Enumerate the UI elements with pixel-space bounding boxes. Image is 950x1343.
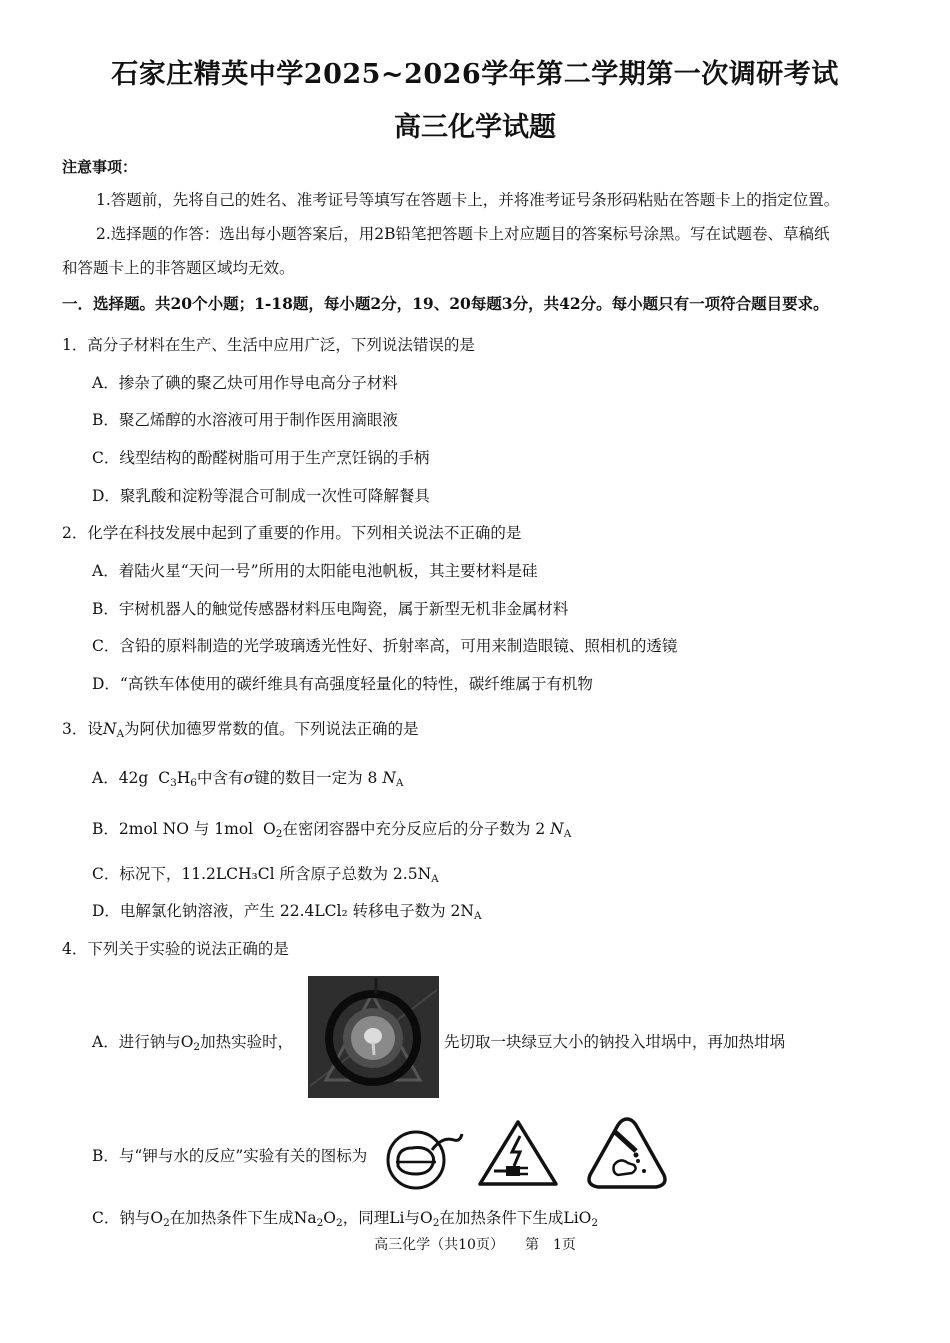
q2-option-b: B．宇树机器人的触觉传感器材料压电陶瓷，属于新型无机非金属材料 — [92, 600, 569, 618]
notes-heading: 注意事项： — [62, 158, 138, 176]
q1-stem: 1．高分子材料在生产、生活中应用广泛，下列说法错误的是 — [62, 336, 475, 354]
exam-subtitle: 高三化学试题 — [394, 112, 556, 143]
heating-icon — [380, 1122, 466, 1190]
corrosive-icon — [584, 1115, 670, 1191]
q3-option-d: D．电解氯化钠溶液，产生 22.4LCl₂ 转移电子数为 $2N_A$ — [92, 902, 482, 922]
q1-option-a: A．掺杂了碘的聚乙炔可用作导电高分子材料 — [92, 374, 398, 392]
q2-option-d: D．“高铁车体使用的碳纤维具有高强度轻量化的特性，碳纤维属于有机物 — [92, 675, 593, 693]
q4-option-b: B．与“钾与水的反应”实验有关的图标为 — [92, 1147, 368, 1165]
note-item-2-line2: 和答题卡上的非答题区域均无效。 — [62, 259, 295, 277]
q3-option-c: C．标况下，11.2LCH₃Cl 所含原子总数为 $2.5N_A$ — [92, 865, 439, 885]
q2-option-a: A．着陆火星“天问一号”所用的太阳能电池帆板，其主要材料是硅 — [92, 562, 538, 580]
q2-option-c: C．含铅的原料制造的光学玻璃透光性好、折射率高，可用来制造眼镜、照相机的透镜 — [92, 637, 678, 655]
q3-option-a: A．42g $C_3H_6$中含有σ键的数目一定为 8 $N_A$ — [92, 769, 404, 789]
note-item-1: 1.答题前，先将自己的姓名、准考证号等填写在答题卡上，并将准考证号条形码粘贴在答题卡上的指定位置。 — [96, 191, 840, 209]
q1-option-b: B．聚乙烯醇的水溶液可用于制作医用滴眼液 — [92, 411, 398, 429]
q4-stem: 4．下列关于实验的说法正确的是 — [62, 940, 289, 958]
q1-option-d: D．聚乳酸和淀粉等混合可制成一次性可降解餐具 — [92, 487, 430, 505]
q1-option-c: C．线型结构的酚醛树脂可用于生产烹饪锅的手柄 — [92, 449, 430, 467]
section-heading: 一．选择题。共20个小题；1-18题，每小题2分，19、20每题3分，共42分。每小题只有一项符合题目要求。 — [62, 294, 829, 313]
q2-stem: 2．化学在科技发展中起到了重要的作用。下列相关说法不正确的是 — [62, 524, 522, 542]
q3-option-b: B．2mol NO 与 1mol $O_2$在密闭容器中充分反应后的分子数为 2 $N_A$ — [92, 820, 572, 840]
q4-option-c: C．钠与$O_2$在加热条件下生成$Na_2O_2$，同理Li与$O_2$在加热条件下生成LiO$_2$ — [92, 1209, 599, 1229]
q4-option-a-post: 先切取一块绿豆大小的钠投入坩埚中，再加热坩埚 — [444, 1033, 786, 1051]
page-footer: 高三化学（共10页） 第 1页 — [374, 1237, 576, 1253]
crucible-photo — [308, 976, 439, 1098]
exam-title: 石家庄精英中学2025~2026学年第二学期第一次调研考试 — [111, 59, 839, 90]
q3-stem: 3．设$N_A$为阿伏加德罗常数的值。下列说法正确的是 — [62, 720, 419, 740]
electrical-safety-icon — [476, 1118, 560, 1190]
note-item-2-line1: 2.选择题的作答：选出每小题答案后，用2B铅笔把答题卡上对应题目的答案标号涂黑。写在试题卷、草稿纸 — [96, 225, 830, 243]
q4-option-a-pre: A．进行钠与$O_2$加热实验时， — [92, 1033, 294, 1053]
